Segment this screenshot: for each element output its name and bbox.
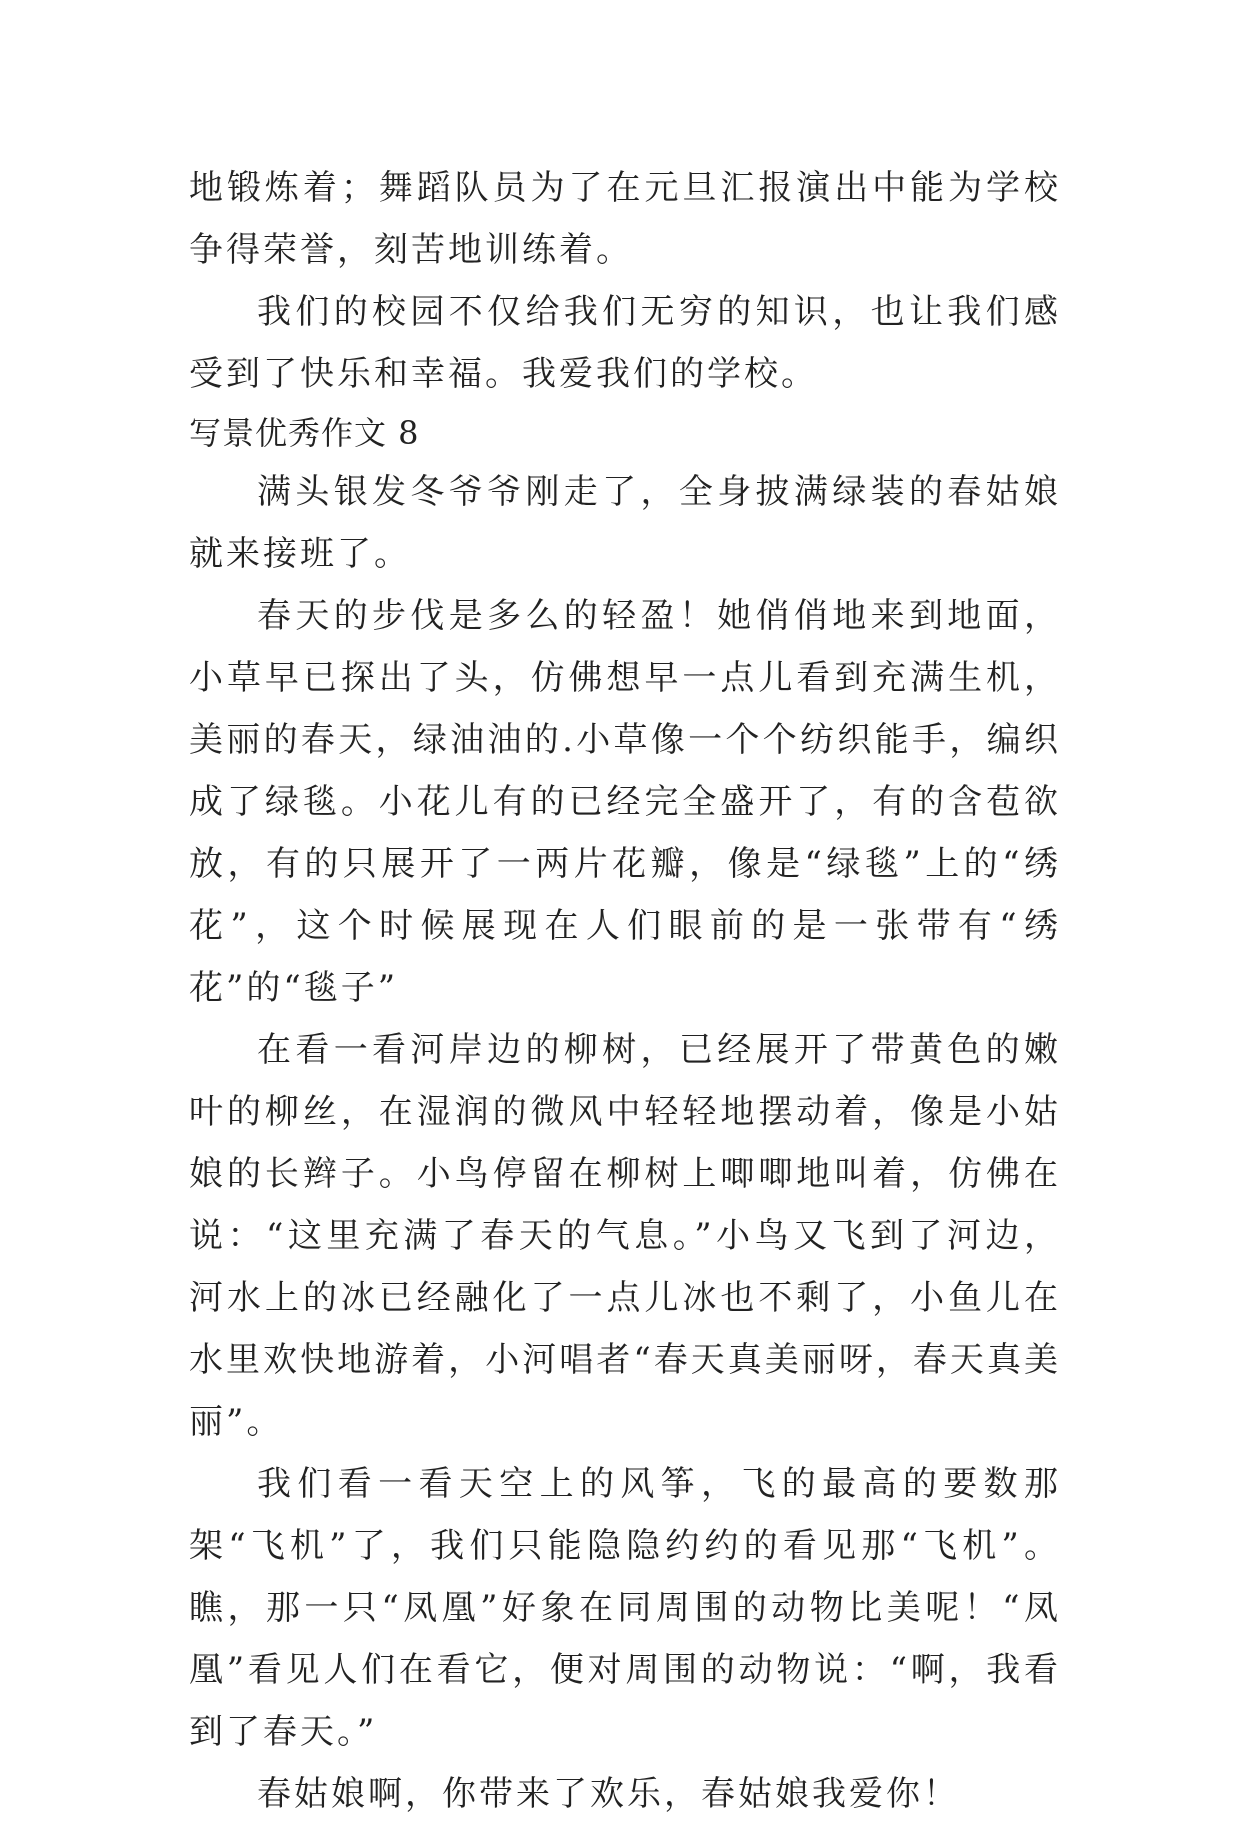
paragraph-continued: 地锻炼着；舞蹈队员为了在元旦汇报演出中能为学校争得荣誉，刻苦地训练着。 bbox=[189, 168, 1061, 270]
paragraph: 满头银发冬爷爷刚走了，全身披满绿装的春姑娘就来接班了。 bbox=[189, 472, 1061, 574]
section-heading: 写景优秀作文 8 bbox=[189, 414, 420, 452]
document-body bbox=[189, 157, 1061, 1825]
paragraph: 我们看一看天空上的风筝，飞的最高的要数那架“飞机”了，我们只能隐隐约约的看见那“飞机”。瞧，那一只“凤凰”好象在同周围的动物比美呢！“凤凰”看见人们在看它，便对周围的动物说：“啊，我看到了春天。” bbox=[189, 1464, 1061, 1752]
paragraph: 我们的校园不仅给我们无穷的知识，也让我们感受到了快乐和幸福。我爱我们的学校。 bbox=[189, 292, 1061, 394]
paragraph: 春天的步伐是多么的轻盈！她俏俏地来到地面，小草早已探出了头，仿佛想早一点儿看到充满生机，美丽的春天，绿油油的.小草像一个个纺织能手，编织成了绿毯。小花儿有的已经完全盛开了，有的含苞欲放，有的只展开了一两片花瓣，像是“绿毯”上的“绣花”，这个时候展现在人们眼前的是一张带有“绣花”的“毯子” bbox=[189, 596, 1061, 1008]
paragraph: 在看一看河岸边的柳树，已经展开了带黄色的嫩叶的柳丝，在湿润的微风中轻轻地摆动着，像是小姑娘的长辫子。小鸟停留在柳树上唧唧地叫着，仿佛在说：“这里充满了春天的气息。”小鸟又飞到了河边，河水上的冰已经融化了一点儿冰也不剩了，小鱼儿在水里欢快地游着，小河唱者“春天真美丽呀，春天真美丽”。 bbox=[189, 1030, 1061, 1442]
paragraph: 春姑娘啊，你带来了欢乐，春姑娘我爱你！ bbox=[257, 1774, 960, 1814]
